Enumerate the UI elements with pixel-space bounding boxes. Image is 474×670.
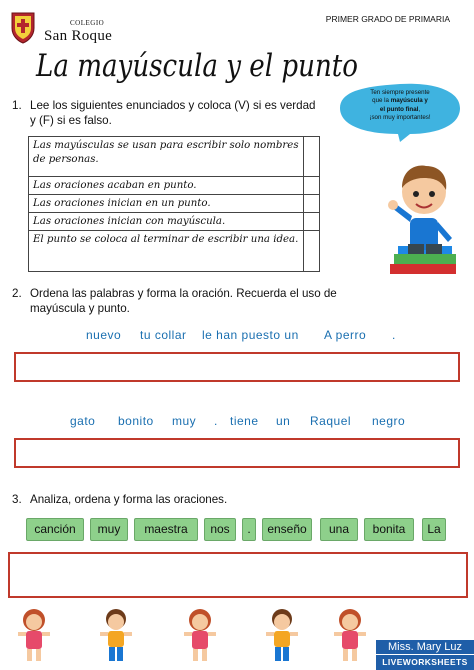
answer-cell[interactable] [303, 213, 319, 230]
word-chip[interactable]: negro [372, 414, 406, 428]
boy-illustration [262, 606, 302, 664]
word-tile[interactable]: maestra [134, 518, 198, 541]
question-2 [12, 286, 337, 316]
grade-label: PRIMER GRADO DE PRIMARIA [325, 14, 450, 24]
word-chip[interactable]: tiene [230, 414, 259, 428]
word-tile[interactable]: nos [204, 518, 236, 541]
word-chip[interactable]: muy [172, 414, 197, 428]
word-tile[interactable]: muy [90, 518, 128, 541]
boy-illustration [96, 606, 136, 664]
statement-text: Las oraciones acaban en punto. [33, 180, 197, 191]
page-title-text: La mayúscula y el punto [35, 48, 359, 84]
answer-cell[interactable] [303, 231, 319, 271]
girl-illustration [330, 606, 370, 664]
question-1-line1: Lee los siguientes enunciados y coloca (V) si es verdad [30, 99, 316, 112]
table-row [29, 137, 319, 177]
question-number: 2. [12, 287, 22, 300]
word-chip[interactable]: le han puesto un [202, 328, 299, 342]
word-chip[interactable]: . [392, 328, 396, 342]
girl-illustration [14, 606, 54, 664]
table-row [29, 231, 319, 271]
word-chip[interactable]: A perro [324, 328, 367, 342]
girl-illustration [180, 606, 220, 664]
question-1 [12, 98, 316, 128]
word-chip[interactable]: . [214, 414, 218, 428]
word-tile[interactable]: enseño [262, 518, 312, 541]
statement-text: Las oraciones inician con mayúscula. [33, 216, 226, 227]
word-tile[interactable]: una [320, 518, 358, 541]
question-2-line1: Ordena las palabras y forma la oración. Recuerda el uso de [30, 287, 337, 300]
word-tile[interactable]: . [242, 518, 256, 541]
answer-box-2[interactable] [14, 438, 460, 468]
school-label: COLEGIO [70, 19, 105, 27]
word-chip[interactable]: un [276, 414, 291, 428]
crest-icon [10, 10, 36, 44]
table-row [29, 213, 319, 231]
question-number: 1. [12, 99, 22, 112]
word-chip[interactable]: gato [70, 414, 96, 428]
table-row [29, 177, 319, 195]
brand-label[interactable]: LIVEWORKSHEETS [376, 655, 474, 670]
page-title [30, 42, 360, 88]
word-tile[interactable]: bonita [364, 518, 414, 541]
boy-with-books-illustration [366, 148, 466, 278]
question-3 [12, 492, 227, 507]
table-row [29, 195, 319, 213]
answer-box-3[interactable] [8, 552, 468, 598]
word-tile[interactable]: canción [26, 518, 84, 541]
question-1-line2: y (F) si es falso. [30, 114, 112, 127]
word-chip[interactable]: Raquel [310, 414, 352, 428]
question-2-line2: mayúscula y punto. [30, 302, 130, 315]
true-false-table [28, 136, 320, 272]
tip-text: Ten siempre presente que la mayúscula y el punto final, ¡son muy importantes! [369, 89, 431, 121]
word-chip[interactable]: tu collar [140, 328, 187, 342]
word-tile[interactable]: La [422, 518, 446, 541]
answer-cell[interactable] [303, 177, 319, 194]
word-chip[interactable]: bonito [118, 414, 154, 428]
question-3-line1: Analiza, ordena y forma las oraciones. [30, 493, 228, 506]
answer-box-1[interactable] [14, 352, 460, 382]
question-number: 3. [12, 493, 22, 506]
teacher-credit: Miss. Mary Luz [376, 640, 474, 654]
answer-cell[interactable] [303, 195, 319, 212]
statement-text: Las oraciones inician en un punto. [33, 198, 211, 209]
answer-cell[interactable] [303, 137, 319, 176]
school-name: San Roque [44, 28, 113, 44]
word-chip[interactable]: nuevo [86, 328, 122, 342]
statement-text: El punto se coloca al terminar de escribir una idea. [33, 234, 299, 245]
statement-text: Las mayúsculas se usan para escribir solo nombres de personas. [33, 140, 299, 165]
